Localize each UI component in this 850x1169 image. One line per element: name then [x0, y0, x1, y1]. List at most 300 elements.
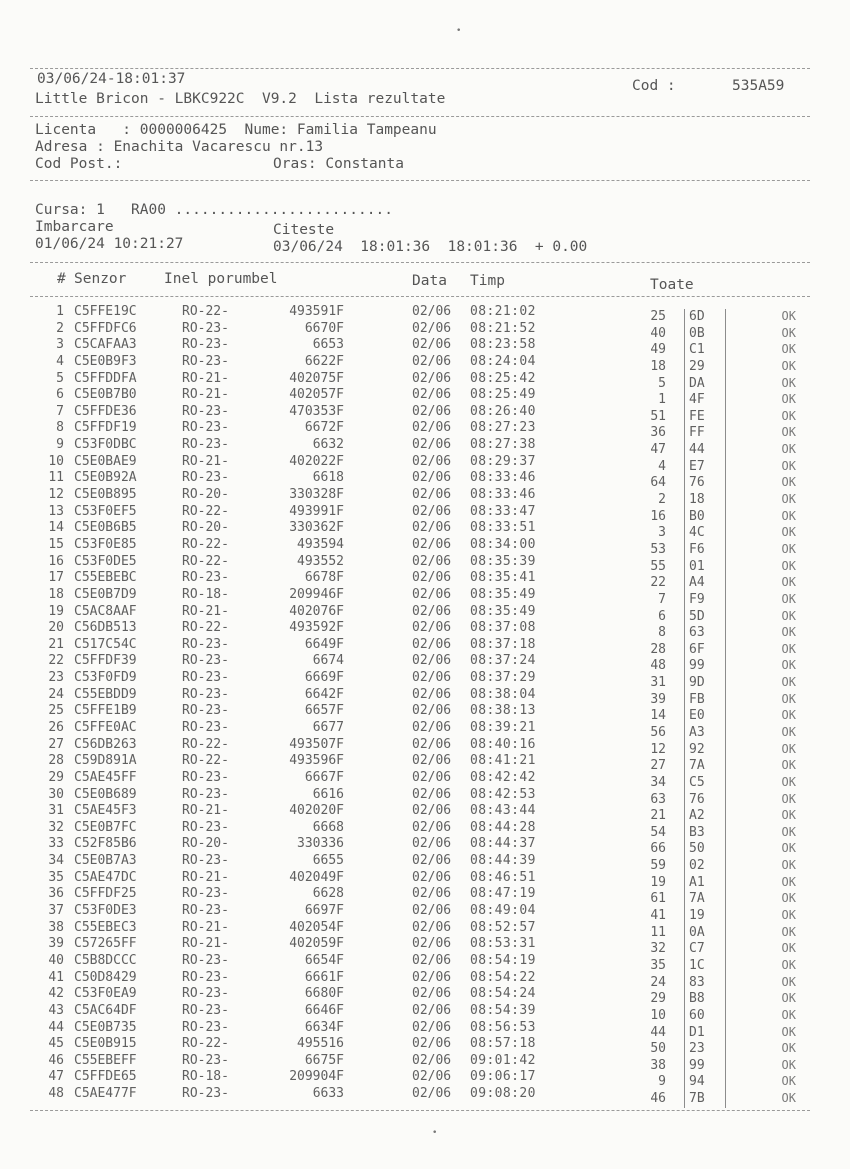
ring-number: 209946F: [289, 586, 344, 602]
arrival-time: 08:33:46: [470, 487, 536, 503]
ring-prefix: RO-23-: [182, 853, 229, 869]
arrival-time: 09:06:17: [470, 1069, 536, 1085]
check-code: C5: [684, 775, 726, 792]
arrival-time: 08:54:22: [470, 969, 536, 985]
table-row: [0, 653, 850, 674]
arrival-time: 08:39:21: [470, 720, 536, 735]
ring-number: 6667F: [304, 769, 344, 785]
table-row: [0, 919, 850, 940]
row-number: 12: [48, 487, 64, 503]
sensor-id: C5AE477F: [74, 1086, 137, 1102]
row-number: 21: [48, 636, 64, 652]
row-number: 48: [48, 1086, 64, 1102]
check-code: 23: [684, 1041, 726, 1058]
row-number: 18: [48, 586, 64, 602]
status-ok: OK: [781, 1024, 796, 1039]
table-row: [0, 703, 850, 724]
row-number: 6: [56, 387, 64, 403]
ring-prefix: RO-23-: [182, 670, 229, 686]
arrival-date: 02/06: [412, 370, 452, 386]
rank-value: 36: [650, 425, 666, 441]
row-number: 11: [48, 470, 64, 486]
table-row: [0, 1019, 850, 1040]
check-code: B3: [684, 825, 726, 842]
table-row: [0, 453, 850, 474]
row-number: 35: [48, 869, 64, 885]
row-number: 30: [48, 786, 64, 802]
rank-value: 34: [650, 774, 666, 790]
rank-value: 29: [650, 991, 666, 1007]
check-code: FF: [684, 425, 726, 442]
status-ok: OK: [781, 1074, 796, 1089]
arrival-time: 09:01:42: [470, 1052, 536, 1068]
table-row: [0, 553, 850, 574]
row-number: 22: [48, 653, 64, 669]
check-code: 99: [684, 658, 726, 675]
check-code: 83: [684, 975, 726, 992]
ring-prefix: RO-23-: [182, 969, 229, 985]
row-number: 16: [48, 553, 64, 569]
sensor-id: C5AC64DF: [74, 1002, 137, 1018]
cod-label: Cod :: [632, 78, 676, 94]
sensor-id: C5FFE19C: [74, 304, 137, 319]
ring-prefix: RO-23-: [182, 337, 229, 353]
table-row: [0, 886, 850, 907]
status-ok: OK: [781, 558, 796, 573]
status-ok: OK: [781, 475, 796, 490]
check-code: 4F: [684, 392, 726, 409]
check-code: 4C: [684, 525, 726, 542]
row-number: 28: [48, 753, 64, 769]
check-code: 29: [684, 359, 726, 376]
ring-number: 6622F: [304, 353, 344, 369]
ring-prefix: RO-22-: [182, 503, 229, 519]
ring-number: 493552: [297, 553, 344, 569]
arrival-date: 02/06: [412, 503, 452, 519]
rank-value: 48: [650, 658, 666, 674]
ring-prefix: RO-23-: [182, 570, 229, 586]
arrival-time: 08:49:04: [470, 903, 536, 919]
status-ok: OK: [781, 508, 796, 523]
ring-number: 6669F: [304, 670, 344, 686]
arrival-date: 02/06: [412, 553, 452, 569]
ring-number: 6661F: [304, 969, 344, 985]
rank-value: 14: [650, 708, 666, 724]
ring-number: 6657F: [304, 703, 344, 719]
table-row: [0, 636, 850, 657]
row-number: 34: [48, 853, 64, 869]
table-row: [0, 437, 850, 458]
sensor-id: C55EBEFF: [74, 1052, 137, 1068]
row-number: 2: [56, 320, 64, 336]
punch-mark-bottom: •: [432, 1128, 438, 1138]
status-ok: OK: [781, 758, 796, 773]
rank-value: 28: [650, 641, 666, 657]
table-row: [0, 603, 850, 624]
sensor-id: C517C54C: [74, 636, 137, 652]
ring-number: 6655: [312, 853, 344, 869]
arrival-date: 02/06: [412, 886, 452, 902]
arrival-date: 02/06: [412, 686, 452, 702]
rank-value: 16: [650, 508, 666, 524]
check-code: A1: [684, 875, 726, 892]
check-code: 7B: [684, 1091, 726, 1108]
sensor-id: C56DB263: [74, 736, 137, 752]
status-ok: OK: [781, 1091, 796, 1106]
ring-prefix: RO-23-: [182, 886, 229, 902]
table-row: [0, 1002, 850, 1023]
ring-number: 6680F: [304, 986, 344, 1002]
arrival-time: 08:47:19: [470, 886, 536, 902]
ring-prefix: RO-22-: [182, 620, 229, 636]
ring-prefix: RO-21-: [182, 603, 229, 619]
row-number: 33: [48, 836, 64, 852]
arrival-time: 08:25:42: [470, 370, 536, 386]
status-ok: OK: [781, 458, 796, 473]
arrival-date: 02/06: [412, 603, 452, 619]
row-number: 43: [48, 1002, 64, 1018]
row-number: 17: [48, 570, 64, 586]
status-ok: OK: [781, 575, 796, 590]
check-code: FB: [684, 692, 726, 709]
ring-prefix: RO-20-: [182, 836, 229, 852]
arrival-date: 02/06: [412, 986, 452, 1002]
row-number: 29: [48, 769, 64, 785]
ring-number: 495516: [297, 1036, 344, 1052]
sensor-id: C5B8DCCC: [74, 952, 137, 968]
table-row: [0, 304, 850, 324]
table-row: [0, 736, 850, 757]
table-row: [0, 819, 850, 840]
arrival-time: 08:35:39: [470, 553, 536, 569]
arrival-date: 02/06: [412, 1069, 452, 1085]
rank-value: 1: [658, 392, 666, 408]
rank-value: 19: [650, 874, 666, 890]
arrival-time: 08:40:16: [470, 736, 536, 752]
table-row: [0, 936, 850, 957]
ring-number: 402057F: [289, 387, 344, 403]
table-row: [0, 986, 850, 1007]
arrival-time: 08:37:29: [470, 670, 536, 686]
table-row: [0, 1086, 850, 1107]
sensor-id: C5FFDDFA: [74, 370, 137, 386]
rank-value: 32: [650, 941, 666, 957]
rank-value: 27: [650, 758, 666, 774]
sensor-id: C5E0B7A3: [74, 853, 137, 869]
sensor-id: C5E0B7D9: [74, 586, 137, 602]
rank-value: 5: [658, 375, 666, 391]
arrival-date: 02/06: [412, 487, 452, 503]
status-ok: OK: [781, 1041, 796, 1056]
check-code: 7A: [684, 758, 726, 775]
citeste-value: 03/06/24 18:01:36 18:01:36 + 0.00: [273, 239, 588, 255]
arrival-date: 02/06: [412, 1052, 452, 1068]
arrival-time: 08:37:24: [470, 653, 536, 669]
cursa-line: Cursa: 1 RA00 .........................: [35, 202, 393, 218]
arrival-time: 08:56:53: [470, 1019, 536, 1035]
ring-number: 6697F: [304, 903, 344, 919]
ring-number: 402075F: [289, 370, 344, 386]
arrival-date: 02/06: [412, 969, 452, 985]
ring-number: 493591F: [289, 304, 344, 319]
arrival-time: 08:33:47: [470, 503, 536, 519]
ring-number: 209904F: [289, 1069, 344, 1085]
table-row: [0, 420, 850, 441]
sensor-id: C55EBDD9: [74, 686, 137, 702]
rank-value: 10: [650, 1007, 666, 1023]
table-row: [0, 570, 850, 591]
ring-prefix: RO-22-: [182, 736, 229, 752]
ring-number: 6634F: [304, 1019, 344, 1035]
arrival-date: 02/06: [412, 1036, 452, 1052]
ring-prefix: RO-23-: [182, 786, 229, 802]
ring-prefix: RO-21-: [182, 370, 229, 386]
arrival-time: 08:35:49: [470, 603, 536, 619]
table-row: [0, 869, 850, 890]
sensor-id: C5E0B689: [74, 786, 137, 802]
ring-number: 6675F: [304, 1052, 344, 1068]
table-row: [0, 337, 850, 358]
check-code: A2: [684, 808, 726, 825]
ring-prefix: RO-23-: [182, 1086, 229, 1102]
col-header-inel: Inel porumbel: [164, 271, 278, 287]
check-code: 63: [684, 625, 726, 642]
sensor-id: C57265FF: [74, 936, 137, 952]
sensor-id: C5E0B9F3: [74, 353, 137, 369]
sensor-id: C50D8429: [74, 969, 137, 985]
check-code: B8: [684, 991, 726, 1008]
col-header-data: Data: [412, 273, 447, 289]
rank-value: 21: [650, 808, 666, 824]
check-code: F9: [684, 592, 726, 609]
sensor-id: C5FFDFC6: [74, 320, 137, 336]
table-row: [0, 969, 850, 990]
ring-prefix: RO-20-: [182, 487, 229, 503]
status-ok: OK: [781, 358, 796, 373]
table-row: [0, 720, 850, 740]
status-ok: OK: [781, 957, 796, 972]
arrival-time: 08:44:37: [470, 836, 536, 852]
arrival-date: 02/06: [412, 952, 452, 968]
arrival-time: 08:54:19: [470, 952, 536, 968]
status-ok: OK: [781, 974, 796, 989]
check-code: DA: [684, 376, 726, 393]
rank-value: 50: [650, 1041, 666, 1057]
sensor-id: C59D891A: [74, 753, 137, 769]
status-ok: OK: [781, 841, 796, 856]
ring-number: 6646F: [304, 1002, 344, 1018]
row-number: 31: [48, 803, 64, 819]
ring-number: 493991F: [289, 503, 344, 519]
ring-prefix: RO-22-: [182, 753, 229, 769]
check-code: 7A: [684, 891, 726, 908]
arrival-time: 08:29:37: [470, 453, 536, 469]
ring-number: 493594: [297, 536, 344, 552]
sensor-id: C5CAFAA3: [74, 337, 137, 353]
ring-number: 6642F: [304, 686, 344, 702]
status-ok: OK: [781, 941, 796, 956]
row-number: 8: [56, 420, 64, 436]
status-ok: OK: [781, 708, 796, 723]
table-row: [0, 686, 850, 707]
row-number: 20: [48, 620, 64, 636]
col-header-senzor: Senzor: [74, 271, 127, 287]
status-ok: OK: [781, 741, 796, 756]
arrival-time: 09:08:20: [470, 1086, 536, 1102]
rank-value: 40: [650, 325, 666, 341]
sensor-id: C5FFE1B9: [74, 703, 137, 719]
arrival-date: 02/06: [412, 353, 452, 369]
check-code: B0: [684, 509, 726, 526]
table-row: [0, 786, 850, 807]
ring-number: 493592F: [289, 620, 344, 636]
status-ok: OK: [781, 625, 796, 640]
ring-prefix: RO-23-: [182, 903, 229, 919]
rank-value: 22: [650, 575, 666, 591]
sensor-id: C5E0B7B0: [74, 387, 137, 403]
sensor-id: C55EBEBC: [74, 570, 137, 586]
table-row: [0, 503, 850, 524]
rank-value: 31: [650, 675, 666, 691]
rank-value: 39: [650, 691, 666, 707]
ring-number: 6653: [312, 337, 344, 353]
ring-prefix: RO-21-: [182, 936, 229, 952]
arrival-time: 08:33:46: [470, 470, 536, 486]
arrival-time: 08:42:53: [470, 786, 536, 802]
cod-value: 535A59: [732, 78, 785, 94]
check-code: 19: [684, 908, 726, 925]
ring-prefix: RO-23-: [182, 353, 229, 369]
sensor-id: C5FFDF19: [74, 420, 137, 436]
arrival-time: 08:25:49: [470, 387, 536, 403]
table-row: [0, 470, 850, 491]
arrival-date: 02/06: [412, 387, 452, 403]
table-row: [0, 520, 850, 541]
check-code: C7: [684, 941, 726, 958]
ring-prefix: RO-23-: [182, 769, 229, 785]
check-code: 0B: [684, 326, 726, 343]
arrival-time: 08:35:41: [470, 570, 536, 586]
rank-value: 18: [650, 358, 666, 374]
status-ok: OK: [781, 608, 796, 623]
arrival-date: 02/06: [412, 636, 452, 652]
status-ok: OK: [781, 824, 796, 839]
arrival-date: 02/06: [412, 337, 452, 353]
arrival-date: 02/06: [412, 536, 452, 552]
arrival-date: 02/06: [412, 437, 452, 453]
sensor-id: C5FFDF39: [74, 653, 137, 669]
rank-value: 49: [650, 342, 666, 358]
check-code: 6F: [684, 642, 726, 659]
status-ok: OK: [781, 425, 796, 440]
rank-value: 56: [650, 725, 666, 740]
check-code: FE: [684, 409, 726, 426]
check-code: 18: [684, 492, 726, 509]
status-ok: OK: [781, 442, 796, 457]
table-row: [0, 536, 850, 557]
row-number: 26: [48, 720, 64, 735]
check-code: 50: [684, 841, 726, 858]
arrival-time: 08:33:51: [470, 520, 536, 536]
ring-prefix: RO-23-: [182, 420, 229, 436]
arrival-date: 02/06: [412, 753, 452, 769]
status-ok: OK: [781, 725, 796, 739]
status-ok: OK: [781, 591, 796, 606]
sensor-id: C56DB513: [74, 620, 137, 636]
ring-number: 6654F: [304, 952, 344, 968]
arrival-time: 08:23:58: [470, 337, 536, 353]
ring-prefix: RO-23-: [182, 636, 229, 652]
table-row: [0, 1036, 850, 1057]
arrival-date: 02/06: [412, 1019, 452, 1035]
arrival-time: 08:42:42: [470, 769, 536, 785]
ring-number: 402059F: [289, 936, 344, 952]
arrival-time: 08:21:02: [470, 304, 536, 319]
licenta-line: Licenta : 0000006425 Nume: Familia Tampeanu: [35, 122, 437, 138]
ring-prefix: RO-23-: [182, 986, 229, 1002]
separator-top: [30, 68, 810, 69]
arrival-date: 02/06: [412, 403, 452, 419]
rank-value: 53: [650, 541, 666, 557]
check-code: 44: [684, 442, 726, 459]
arrival-date: 02/06: [412, 720, 452, 735]
ring-prefix: RO-21-: [182, 453, 229, 469]
table-row: [0, 903, 850, 924]
row-number: 46: [48, 1052, 64, 1068]
arrival-time: 08:46:51: [470, 869, 536, 885]
rank-value: 8: [658, 625, 666, 641]
imbarcare-label: Imbarcare: [35, 219, 114, 235]
check-code: 76: [684, 792, 726, 809]
check-code: 5D: [684, 609, 726, 626]
rank-value: 7: [658, 591, 666, 607]
check-code: C1: [684, 342, 726, 359]
arrival-time: 08:44:39: [470, 853, 536, 869]
ring-prefix: RO-22-: [182, 304, 229, 319]
ring-number: 6633: [312, 1086, 344, 1102]
rank-value: 63: [650, 791, 666, 807]
ring-prefix: RO-23-: [182, 320, 229, 336]
check-code: 02: [684, 858, 726, 875]
row-number: 37: [48, 903, 64, 919]
ring-number: 6618: [312, 470, 344, 486]
status-ok: OK: [781, 325, 796, 340]
punch-mark-top: •: [456, 26, 462, 36]
table-row: [0, 952, 850, 973]
check-code: 01: [684, 559, 726, 576]
arrival-date: 02/06: [412, 1002, 452, 1018]
arrival-date: 02/06: [412, 586, 452, 602]
ring-prefix: RO-22-: [182, 1036, 229, 1052]
ring-number: 493596F: [289, 753, 344, 769]
status-ok: OK: [781, 774, 796, 789]
row-number: 38: [48, 919, 64, 935]
rank-value: 6: [658, 608, 666, 624]
arrival-time: 08:37:18: [470, 636, 536, 652]
table-row: [0, 803, 850, 824]
rank-value: 47: [650, 442, 666, 458]
status-ok: OK: [781, 408, 796, 423]
ring-number: 6628: [312, 886, 344, 902]
table-row: [0, 1052, 850, 1073]
sensor-id: C5AC8AAF: [74, 603, 137, 619]
rank-value: 64: [650, 475, 666, 491]
ring-number: 470353F: [289, 403, 344, 419]
ring-prefix: RO-21-: [182, 869, 229, 885]
ring-prefix: RO-22-: [182, 553, 229, 569]
arrival-time: 08:54:39: [470, 1002, 536, 1018]
row-number: 7: [56, 403, 64, 419]
